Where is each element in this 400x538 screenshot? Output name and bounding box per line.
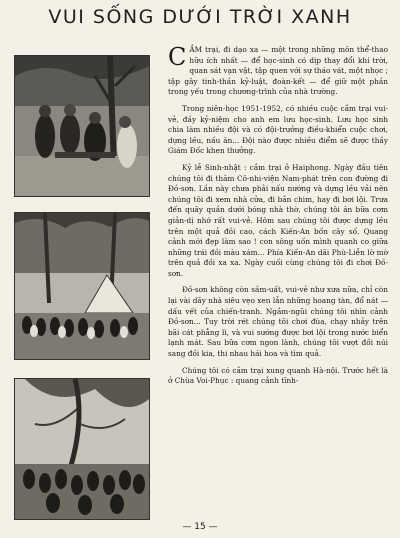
paragraph-2: Trong niên-học 1951-1952, có nhiều cuộc cắm trại vui-vẻ, đầy kỷ-niệm cho anh em lưu học-sinh. Lưu học sinh chia làm nhiều đội và có đội-trưởng điều-khiển cuộc chơi, dựng lều, nấu ăn... Đội nào được nhiều điểm sẽ được thầy Giám Đốc khen thưởng. (168, 103, 388, 156)
paragraph-5: Chúng tôi có cắm trại xung quanh Hà-nội. Trước hết là ở Chùa Voi-Phục : quang cảnh tĩnh- (168, 365, 388, 386)
page-title: VUI SỐNG DƯỚI TRỜI XANH (48, 6, 352, 28)
page-number: — 15 — (182, 522, 218, 532)
article-body (168, 45, 388, 393)
paragraph-1 (168, 45, 388, 98)
photo-gathering-under-tree (14, 378, 150, 520)
paragraph-1-text: ẮM trại, đi dạo xa — một trong những môn thể-thao hữu ích nhất — để học-sinh có dịp thay đổi khí trời, quan sát vạn vật, tập quen với sự tháo vát, một nhọc ; tập gây tinh-thần kỷ-luật, đoàn-kết — để giữ một phần trong yếu trong chương-trình của nhà trường. (168, 45, 388, 97)
photo-group-camp-tent (14, 212, 150, 360)
paragraph-3: Kỷ lễ Sinh-nhật : cắm trại ở Haiphong. Ngày đầu tiên chúng tôi đi thăm Cô-nhi-viện Nam-phát trên con đường đi Đồ-sơn. Lần này chưa phải nấu nướng và dựng lều vải nên chúng tôi đi xem nhà cửa, đi bắn chim, hay đi bơi lội. Trưa đến quây quần dưới bóng nhà thờ, chúng tôi ăn bữa cơm giản-dị nhớ rất vui-vẻ. Hôm sau chúng tôi được dựng lều trên một quả đồi cao, cách Kiến-An bốn cây số. Quang cảnh mới đẹp làm sao ! con sông uốn mình quanh co giữa những trái đồi màu xám... Phía Kiến-An dãi Phù-Liễn lờ mờ trên quả đồi xa xa. Ngày cuối cùng chúng tôi đi chơi Đồ-sơn. (168, 162, 388, 278)
drop-cap: C (168, 43, 187, 71)
photo-campers-cooking (14, 55, 150, 197)
paragraph-4: Đồ-sơn không còn sầm-uất, vui-vẻ như xưa nữa, chỉ còn lại vài dãy nhà siêu vẹo xen lẫn những hoang tàn, đổ nát — dấu vết của chiến-tranh. Ngắm-ngũi chúng tôi nhìn cảnh Đồ-sơn... Tuy trời rét chúng tôi chơi đùa, chạy nhảy trên bãi cát phẳng lì, và vui sướng được bơi lội trong nước biển lạnh mát. Sau bữa cơm ngon lành, chúng tôi vượt đồi núi sang đồi kia, thi nhau hái hoa và tìm quả. (168, 285, 388, 359)
